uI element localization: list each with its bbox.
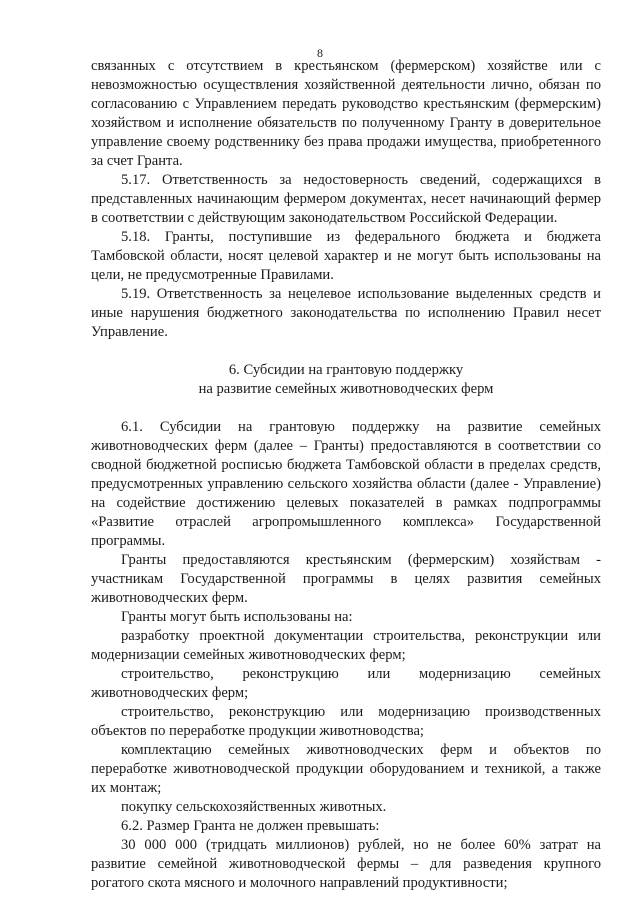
document-body: [91, 57, 601, 893]
paragraph: 30 000 000 (тридцать миллионов) рублей, но не более 60% затрат на развитие семейной животноводческой фермы – для разведения крупного рогатого скота мясного и молочного направлений продуктивности;: [91, 837, 601, 891]
list-item: строительство, реконструкцию или модернизацию производственных объектов по переработке продукции животноводства;: [91, 704, 601, 739]
paragraph-5-18: 5.18. Гранты, поступившие из федерального бюджета и бюджета Тамбовской области, носят целевой характер и не могут быть использованы на цели, не предусмотренные Правилами.: [91, 229, 601, 283]
page-number: 8: [317, 46, 323, 60]
paragraph-5-17: 5.17. Ответственность за недостоверность сведений, содержащихся в представленных начинающим фермером документах, несет начинающий фермер в соответствии с действующим законодательством Российской Федерации.: [91, 172, 601, 226]
section-heading-line-1: 6. Субсидии на грантовую поддержку: [228, 362, 464, 378]
paragraph-6-1: 6.1. Субсидии на грантовую поддержку на развитие семейных животноводческих ферм (далее – Гранты) предоставляются в соответствии со сводной бюджетной росписью бюджета Тамбовской области в пределах средств, предусмотренных управлению сельского хозяйства области (далее - Управление) на содействие достижению целевых показателей в рамках подпрограммы «Развитие отраслей агропромышленного комплекса» Государственной программы.: [91, 419, 601, 549]
paragraph: Гранты предоставляются крестьянским (фермерским) хозяйствам - участникам Государственной программы в целях развития семейных животноводческих ферм.: [91, 552, 601, 606]
section-heading: [91, 361, 601, 399]
paragraph-6-2: 6.2. Размер Гранта не должен превышать:: [121, 818, 380, 834]
list-intro: Гранты могут быть использованы на:: [121, 609, 353, 625]
list-item: строительство, реконструкцию или модернизацию семейных животноводческих ферм;: [91, 666, 601, 701]
list-item: комплектацию семейных животноводческих ферм и объектов по переработке животноводческой продукции оборудованием и техникой, а также их монтаж;: [91, 742, 601, 796]
paragraph-5-19: 5.19. Ответственность за нецелевое использование выделенных средств и иные нарушения бюджетного законодательства по исполнению Правил несет Управление.: [91, 286, 601, 340]
list-item: разработку проектной документации строительства, реконструкции или модернизации семейных животноводческих ферм;: [91, 628, 601, 663]
section-heading-line-2: на развитие семейных животноводческих ферм: [198, 381, 494, 397]
paragraph: связанных с отсутствием в крестьянском (фермерском) хозяйстве или с невозможностью осуществления хозяйственной деятельности лично, обязан по согласованию с Управлением передать руководство крестьянским (фермерским) хозяйством и исполнение обязательств по полученному Гранту в доверительное управление своему родственнику без права продажи имущества, приобретенного за счет Гранта.: [91, 58, 601, 169]
list-item: покупку сельскохозяйственных животных.: [121, 799, 387, 815]
